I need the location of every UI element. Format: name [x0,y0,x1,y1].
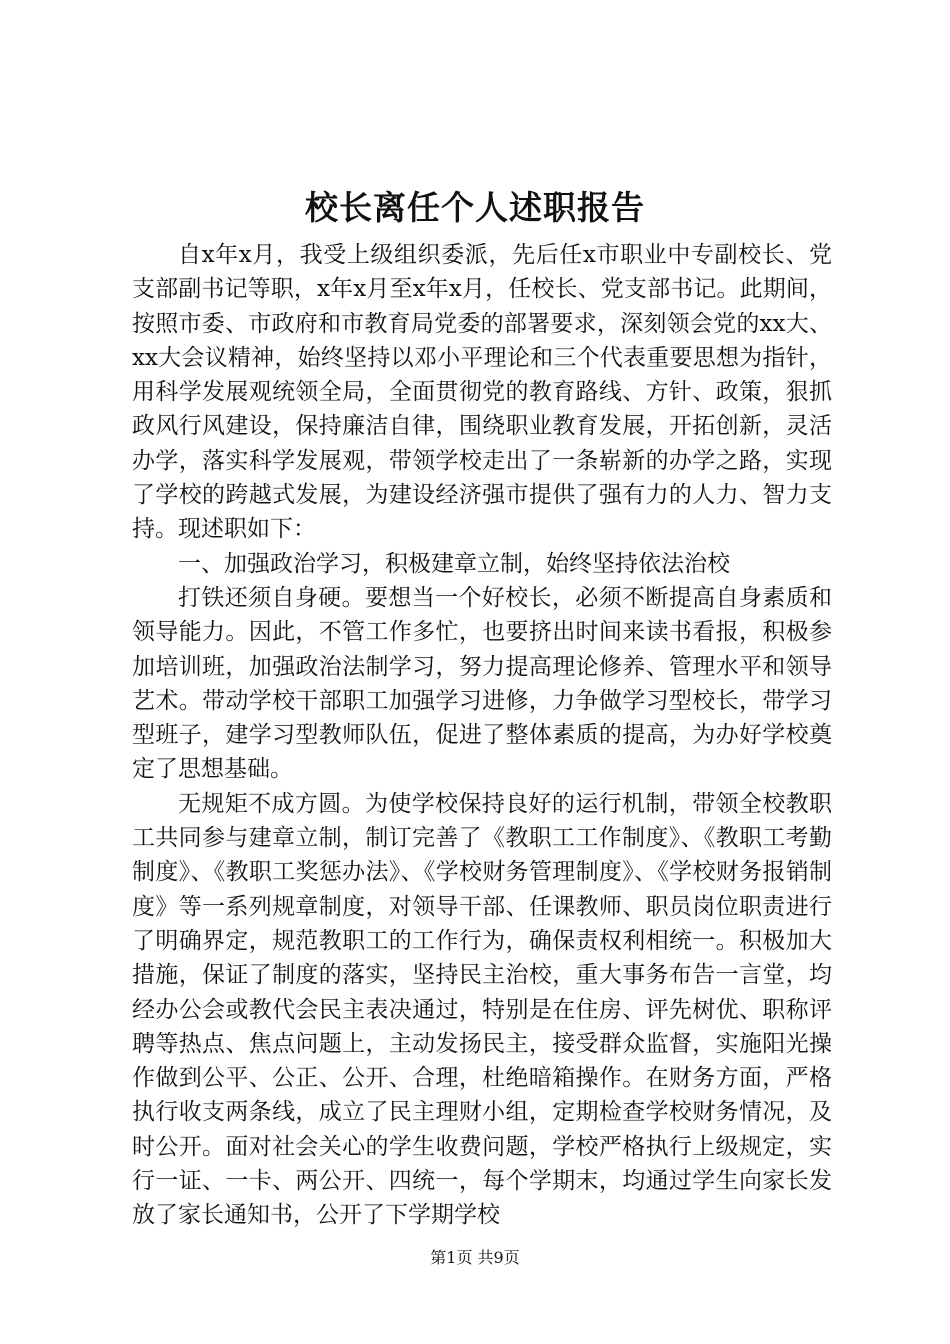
document-body [132,238,832,1233]
paragraph-self-improvement: 打铁还须自身硬。要想当一个好校长，必须不断提高自身素质和领导能力。因此，不管工作多忙，也要挤出时间来读书看报，积极参加培训班，加强政治法制学习，努力提高理论修养、管理水平和领导艺术。带动学校干部职工加强学习进修，力争做学习型校长，带学习型班子，建学习型教师队伍，促进了整体素质的提高，为办好学校奠定了思想基础。 [132,584,832,783]
page-number-footer: 第1页 共9页 [430,1248,520,1267]
section-heading-1: 一、加强政治学习，积极建章立制，始终坚持依法治校 [178,550,730,577]
document-title: 校长离任个人述职报告 [305,188,645,227]
paragraph-rules-and-systems: 无规矩不成方圆。为使学校保持良好的运行机制，带领全校教职工共同参与建章立制，制订完善了《教职工工作制度》、《教职工考勤制度》、《教职工奖惩办法》、《学校财务管理制度》、《学校财务报销制度》等一系列规章制度，对领导干部、任课教师、职员岗位职责进行了明确界定，规范教职工的工作行为，确保责权利相统一。积极加大措施，保证了制度的落实，坚持民主治校，重大事务布告一言堂，均经办公会或教代会民主表决通过，特别是在住房、评先树优、职称评聘等热点、焦点问题上，主动发扬民主，接受群众监督，实施阳光操作做到公平、公正、公开、合理，杜绝暗箱操作。在财务方面，严格执行收支两条线，成立了民主理财小组，定期检查学校财务情况，及时公开。面对社会关心的学生收费问题，学校严格执行上级规定，实行一证、一卡、两公开、四统一，每个学期末，均通过学生向家长发放了家长通知书，公开了下学期学校 [132,790,832,1229]
paragraph-intro: 自x年x月，我受上级组织委派，先后任x市职业中专副校长、党支部副书记等职，x年x月至x年x月，任校长、党支部书记。此期间，按照市委、市政府和市教育局党委的部署要求，深刻领会党的xx大、xx大会议精神，始终坚持以邓小平理论和三个代表重要思想为指针，用科学发展观统领全局，全面贯彻党的教育路线、方针、政策，狠抓政风行风建设，保持廉洁自律，围绕职业教育发展，开拓创新，灵活办学，落实科学发展观，带领学校走出了一条崭新的办学之路，实现了学校的跨越式发展，为建设经济强市提供了强有力的人力、智力支持。现述职如下： [132,242,832,543]
